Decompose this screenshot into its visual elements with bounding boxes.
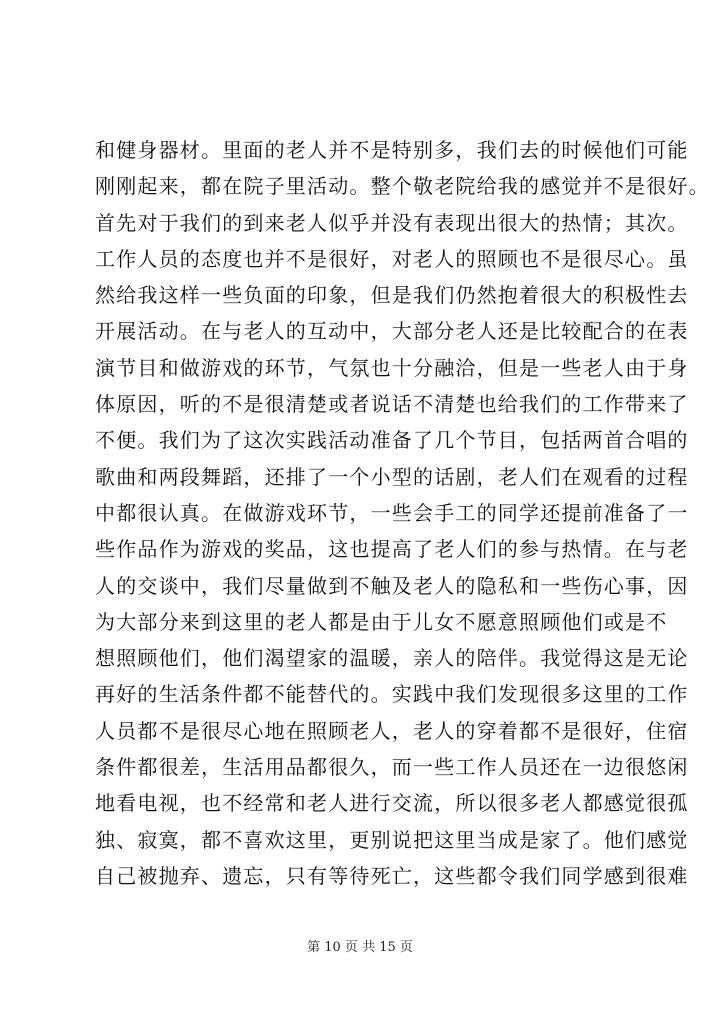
text-line: 地看电视，也不经常和老人进行交流，所以很多老人都感觉很孤 <box>95 791 689 816</box>
page-number-footer: 第 10 页 共 15 页 <box>307 940 413 955</box>
text-line: 开展活动。在与老人的互动中，大部分老人还是比较配合的在表 <box>95 319 689 344</box>
text-line: 和健身器材。里面的老人并不是特别多，我们去的时候他们可能 <box>95 138 689 162</box>
text-line: 想照顾他们，他们渴望家的温暖，亲人的陪伴。我觉得这是无论 <box>95 646 689 671</box>
text-line: 再好的生活条件都不能替代的。实践中我们发现很多这里的工作 <box>95 682 689 707</box>
text-line: 刚刚起来，都在院子里活动。整个敬老院给我的感觉并不是很好。 <box>95 174 710 199</box>
text-line: 首先对于我们的到来老人似乎并没有表现出很大的热情；其次。 <box>95 210 689 235</box>
text-line: 为大部分来到这里的老人都是由于儿女不愿意照顾他们或是不 <box>95 609 668 634</box>
text-line: 不便。我们为了这次实践活动准备了几个节目，包括两首合唱的 <box>95 428 689 453</box>
text-line: 人的交谈中，我们尽量做到不触及老人的隐私和一些伤心事，因 <box>95 573 689 598</box>
text-line: 些作品作为游戏的奖品，这也提高了老人们的参与热情。在与老 <box>95 537 689 562</box>
text-line: 条件都很差，生活用品都很久，而一些工作人员还在一边很悠闲 <box>95 755 689 780</box>
text-line: 人员都不是很尽心地在照顾老人，老人的穿着都不是很好，住宿 <box>95 718 689 743</box>
text-line: 演节目和做游戏的环节，气氛也十分融洽，但是一些老人由于身 <box>95 355 689 380</box>
text-line: 工作人员的态度也并不是很好，对老人的照顾也不是很尽心。虽 <box>95 246 689 271</box>
text-line: 然给我这样一些负面的印象，但是我们仍然抱着很大的积极性去 <box>95 283 689 308</box>
text-line: 中都很认真。在做游戏环节，一些会手工的同学还提前准备了一 <box>95 500 689 525</box>
body-text <box>95 132 710 894</box>
text-line: 独、寂寞，都不喜欢这里，更别说把这里当成是家了。他们感觉 <box>95 827 689 852</box>
text-line: 自己被抛弃、遗忘，只有等待死亡，这些都令我们同学感到很难 <box>95 863 689 888</box>
text-line: 歌曲和两段舞蹈，还排了一个小型的话剧，老人们在观看的过程 <box>95 464 689 489</box>
text-line: 体原因，听的不是很清楚或者说话不清楚也给我们的工作带来了 <box>95 392 689 417</box>
